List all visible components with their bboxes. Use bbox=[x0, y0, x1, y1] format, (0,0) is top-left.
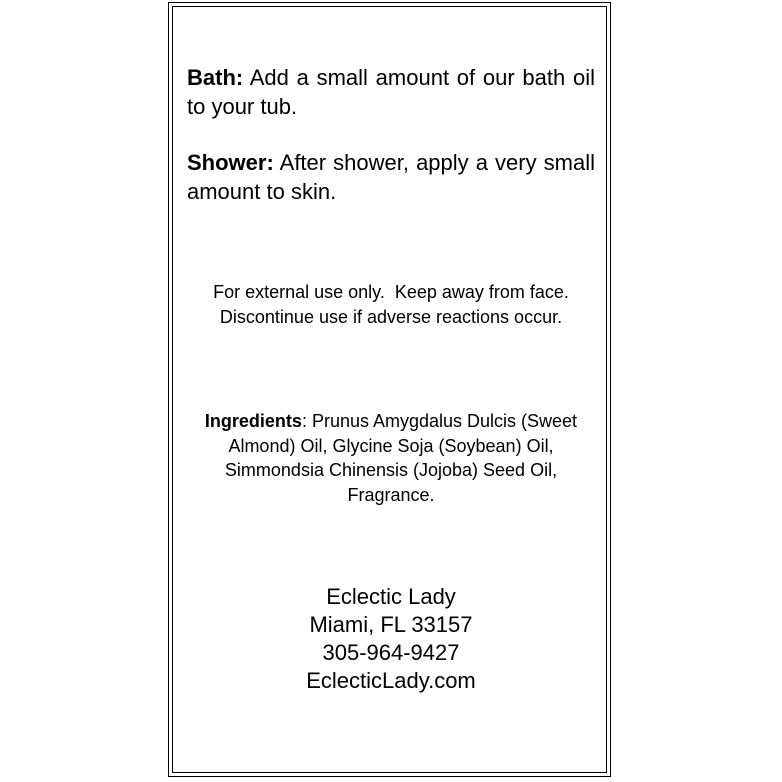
shower-heading: Shower: bbox=[187, 150, 274, 175]
shower-directions bbox=[187, 148, 595, 206]
contact-block bbox=[190, 583, 592, 695]
bath-text: Add a small amount of our bath oil to your tub. bbox=[187, 65, 595, 119]
ingredients-heading: Ingredients bbox=[204, 411, 302, 431]
ingredients-block bbox=[190, 409, 592, 507]
shower-text: After shower, apply a very small amount to skin. bbox=[187, 150, 595, 204]
bath-heading: Bath: bbox=[187, 65, 244, 90]
company-address: Miami, FL 33157 bbox=[309, 612, 473, 637]
ingredients-text: : Prunus Amygdalus Dulcis (Sweet Almond) Oil, Glycine Soja (Soybean) Oil, Simmondsia Chinensis (Jojoba) Seed Oil, Fragrance. bbox=[224, 411, 578, 505]
bath-directions bbox=[187, 63, 595, 121]
company-name: Eclectic Lady bbox=[326, 584, 456, 609]
company-website: EclecticLady.com bbox=[306, 668, 476, 693]
warning-text: For external use only. Keep away from face. Discontinue use if adverse reactions occur. bbox=[213, 282, 579, 327]
company-phone: 305-964-9427 bbox=[322, 640, 460, 665]
